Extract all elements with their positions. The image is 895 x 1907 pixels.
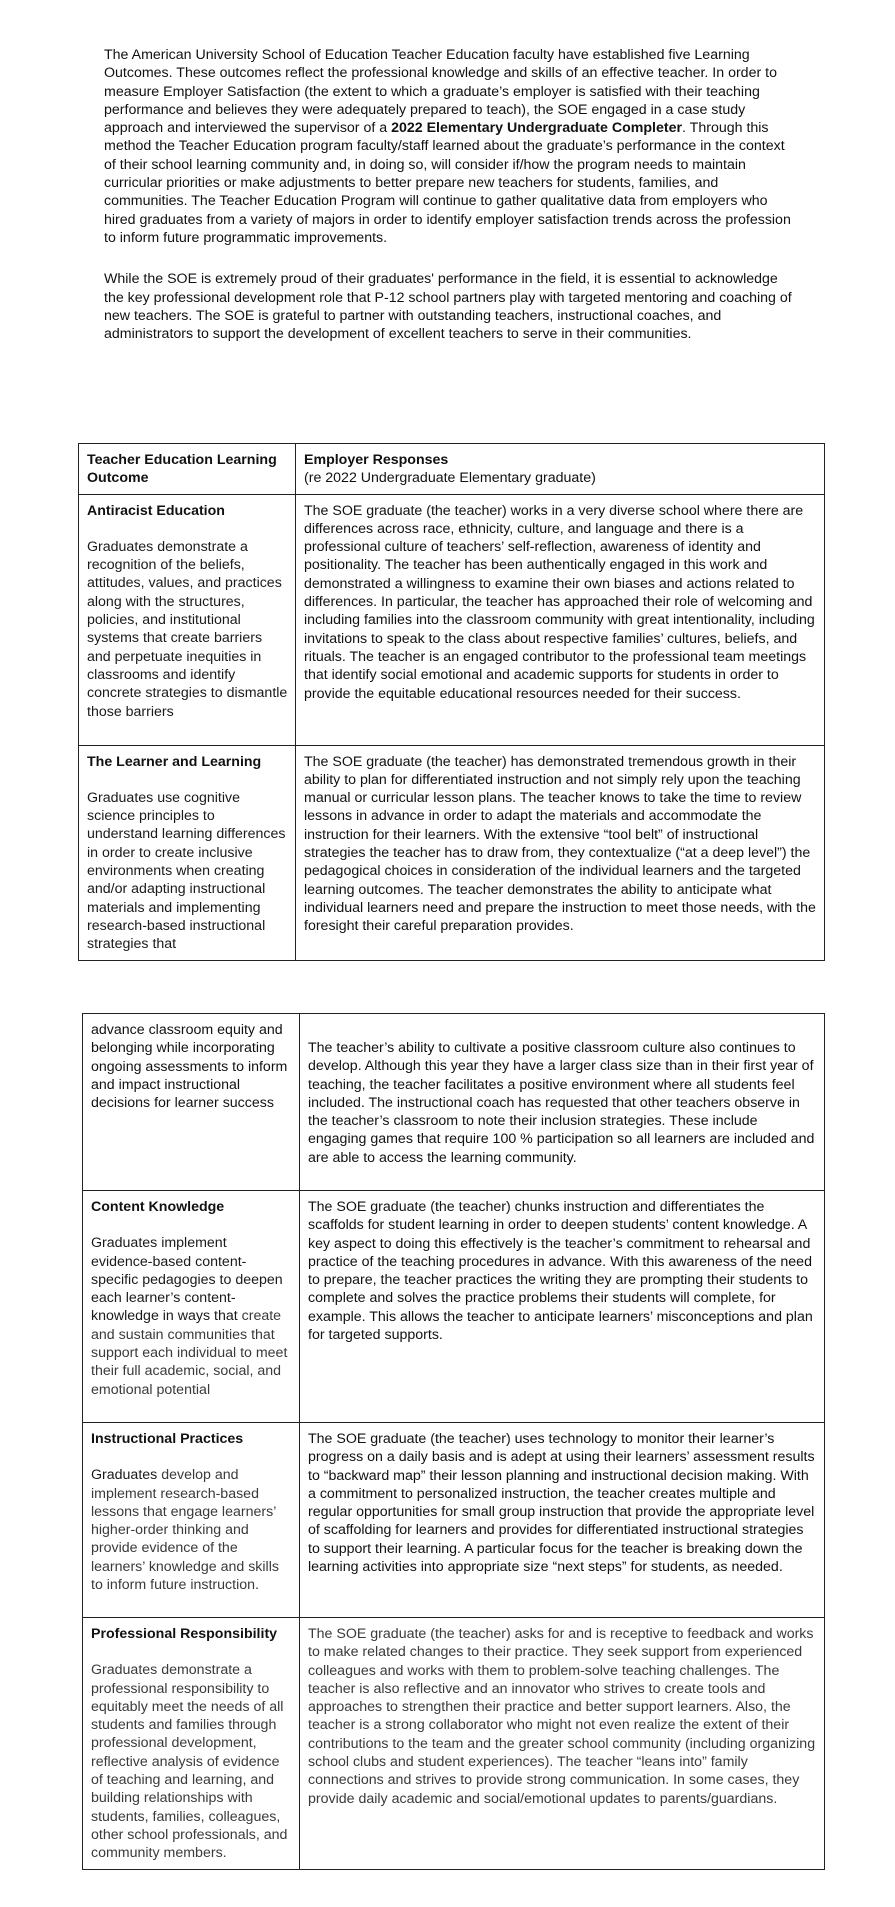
outcome-description-continued: advance classroom equity and belonging while incorporating ongoing assessments to inform and impact instructional decisions for learner success: [91, 1022, 288, 1112]
outcome-cell: [83, 1618, 300, 1870]
table-row: [83, 1423, 825, 1618]
outcome-description: [91, 1466, 292, 1594]
outcome-title: The Learner and Learning: [87, 753, 262, 770]
employer-response: The SOE graduate (the teacher) has demonstrated tremendous growth in their ability to plan for differentiated instruction and not simply rely upon the teaching manual or curricular lesson plans. The teacher knows to take the time to review lessons in advance in order to adapt the materials and accommodate the instruction for their learners. With the extensive “tool belt” of instructional strategies the teacher has to draw from, they contextualize (“at a deep level”) the pedagogical choices in consideration of the individual learners and the targeted learning outcomes. The teacher demonstrates the ability to anticipate what individual learners need and prepare the instruction to meet those needs, with the foresight their careful preparation provides.: [304, 753, 816, 935]
employer-response: The SOE graduate (the teacher) asks for and is receptive to feedback and works to make related changes to their practice. They seek support from experienced colleagues and works with them to problem-solve teaching challenges. The teacher is also reflective and an innovator who strives to create tools and approaches to strengthen their practice and better support learners. Also, the teacher is a strong collaborator who might not even realize the extent of their contributions to the team and the greater school community (including organizing school clubs and student experiences). The teacher “leans into” family connections and strives to provide strong communication. In some cases, they provide daily academic and social/emotional updates to parents/guardians.: [308, 1626, 816, 1807]
outcome-description-part: develop and implement research-based lessons that engage learners’ higher-order thinking and provide evidence of the learners’ knowledge and skills to inform future instruction.: [91, 1467, 279, 1594]
outcome-cell: [83, 1191, 300, 1423]
table-row: [83, 1618, 825, 1870]
table-row: [83, 1191, 825, 1423]
outcome-description: Graduates use cognitive science principles to understand learning differences in order to create inclusive environments when creating and/or adapting instructional materials and implementing research-based instructional strategies that: [87, 789, 286, 953]
header-outcome-label: Teacher Education Learning Outcome: [87, 452, 277, 487]
response-cell: [300, 1423, 825, 1618]
intro-paragraph-2: While the SOE is extremely proud of their graduates' performance in the field, it is essential to acknowledge the key professional development role that P-12 school partners play with targeted mentoring and coaching of new teachers. The SOE is grateful to partner with outstanding teachers, instructional coaches, and administrators to support the development of excellent teachers to serve in their communities.: [104, 271, 792, 343]
outcomes-table-page-2: [82, 1013, 825, 1870]
employer-response: The SOE graduate (the teacher) uses technology to monitor their learner’s progress on a daily basis and is adept at using their learners’ assessment results to “backward map” their lesson planning and instructional decision making. With a commitment to personalized instruction, the teacher creates multiple and regular opportunities for small group instruction that provide the appropriate level of scaffolding for learners and provides for differentiated instructional strategies to support their learning. A particular focus for the teacher is breaking down the learning activities into appropriate size “next steps” for students, as needed.: [308, 1431, 815, 1576]
outcome-cell: [83, 1423, 300, 1618]
outcome-cell: [79, 745, 296, 960]
intro-p1-text-end: . Through this method the Teacher Education program faculty/staff learned about the graduate’s performance in the context of their school learning community and, in doing so, will consider if/how the program needs to maintain curricular priorities or make adjustments to better prepare new teachers for students, families, and communities. The Teacher Education Program will continue to gather qualitative data from employers who hired graduates from a variety of majors in order to identify employer satisfaction trends across the profession to inform future programmatic improvements.: [104, 120, 791, 246]
outcome-description-part: Graduates implement evidence-based content-specific pedagogies to deepen each learner’s content-knowledge in ways that: [91, 1235, 283, 1325]
outcome-title: Instructional Practices: [91, 1431, 244, 1447]
intro-p1-bold: 2022 Elementary Undergraduate Completer: [391, 120, 683, 137]
table-row: [79, 745, 825, 960]
employer-response: The SOE graduate (the teacher) chunks instruction and differentiates the scaffolds for student learning in order to deepen students’ content knowledge. A key aspect to doing this effectively is the teacher’s commitment to rehearsal and practice of the teaching procedures in advance. With this awareness of the need to prepare, the teacher practices the writing they are prompting their students to complete and solves the practice problems their students will complete, for example. This allows the teacher to anticipate learners’ misconceptions and plan for targeted supports.: [308, 1199, 813, 1344]
table-row: [83, 1014, 825, 1191]
employer-response: The teacher’s ability to cultivate a positive classroom culture also continues to develop. Although this year they have a larger class size than in their first year of teaching, the teacher facilitates a positive environment where all students feel included. The instructional coach has requested that other teachers observe in the teacher’s classroom to note their inclusion strategies. These include engaging games that require 100 % participation so all learners are included and are able to access the learning community.: [308, 1040, 815, 1166]
outcome-cell-continued: [83, 1014, 300, 1191]
intro-p1-text: The American University School of Education Teacher Education faculty have established five Learning Outcomes. These outcomes reflect the professional knowledge and skills of an effective teacher. In order to measure Employer Satisfaction (the extent to which a graduate’s employer is satisfied with their teaching performance and believes they were adequately prepared to teach), the SOE engaged in a case study approach and interviewed the supervisor of a: [104, 47, 777, 137]
intro-text: [104, 46, 794, 366]
header-response-title: Employer Responses: [304, 452, 449, 468]
outcomes-table-page-1: [78, 443, 825, 961]
header-outcome-cell: [79, 444, 296, 495]
outcome-description-part: create and sustain communities that support each individual to meet their full academic, social, and emotional potential: [91, 1308, 288, 1398]
outcome-title: Professional Responsibility: [91, 1626, 278, 1642]
response-cell: [300, 1618, 825, 1870]
table-row: [79, 494, 825, 745]
outcome-title: Antiracist Education: [87, 502, 225, 519]
employer-response: The SOE graduate (the teacher) works in a very diverse school where there are differences across race, ethnicity, culture, and language and there is a professional culture of teachers’ self-reflection, awareness of identity and positionality. The teacher has been authentically engaged in this work and demonstrated a willingness to examine their own biases and actions related to differences. In particular, the teacher has approached their role of welcoming and including families into the classroom community with great intentionality, including invitations to speak to the class about respective families’ cultures, beliefs, and rituals. The teacher is an engaged contributor to the professional team meetings that identify social emotional and academic supports for students in order to provide the equitable educational resources needed for their success.: [304, 502, 815, 702]
outcome-cell: [79, 494, 296, 745]
outcome-description: Graduates demonstrate a professional responsibility to equitably meet the needs of all students and families through professional development, reflective analysis of evidence of teaching and learning, and building relationships with students, families, colleagues, other school professionals, and community members.: [91, 1662, 288, 1862]
table-header-row: [79, 444, 825, 495]
header-response-subtitle: (re 2022 Undergraduate Elementary graduate): [304, 470, 596, 487]
outcome-title: Content Knowledge: [91, 1199, 225, 1215]
response-cell: [300, 1191, 825, 1423]
response-cell: [296, 494, 825, 745]
intro-paragraph-1: [104, 46, 794, 247]
outcome-description-part: Graduates: [91, 1467, 162, 1484]
outcome-description: [91, 1234, 292, 1399]
response-cell: [296, 745, 825, 960]
header-response-cell: [296, 444, 825, 495]
outcome-description: Graduates demonstrate a recognition of the beliefs, attitudes, values, and practices along with the structures, policies, and institutional systems that create barriers and perpetuate inequities in classrooms and identify concrete strategies to dismantle those barriers: [87, 538, 288, 720]
response-cell: [300, 1014, 825, 1191]
